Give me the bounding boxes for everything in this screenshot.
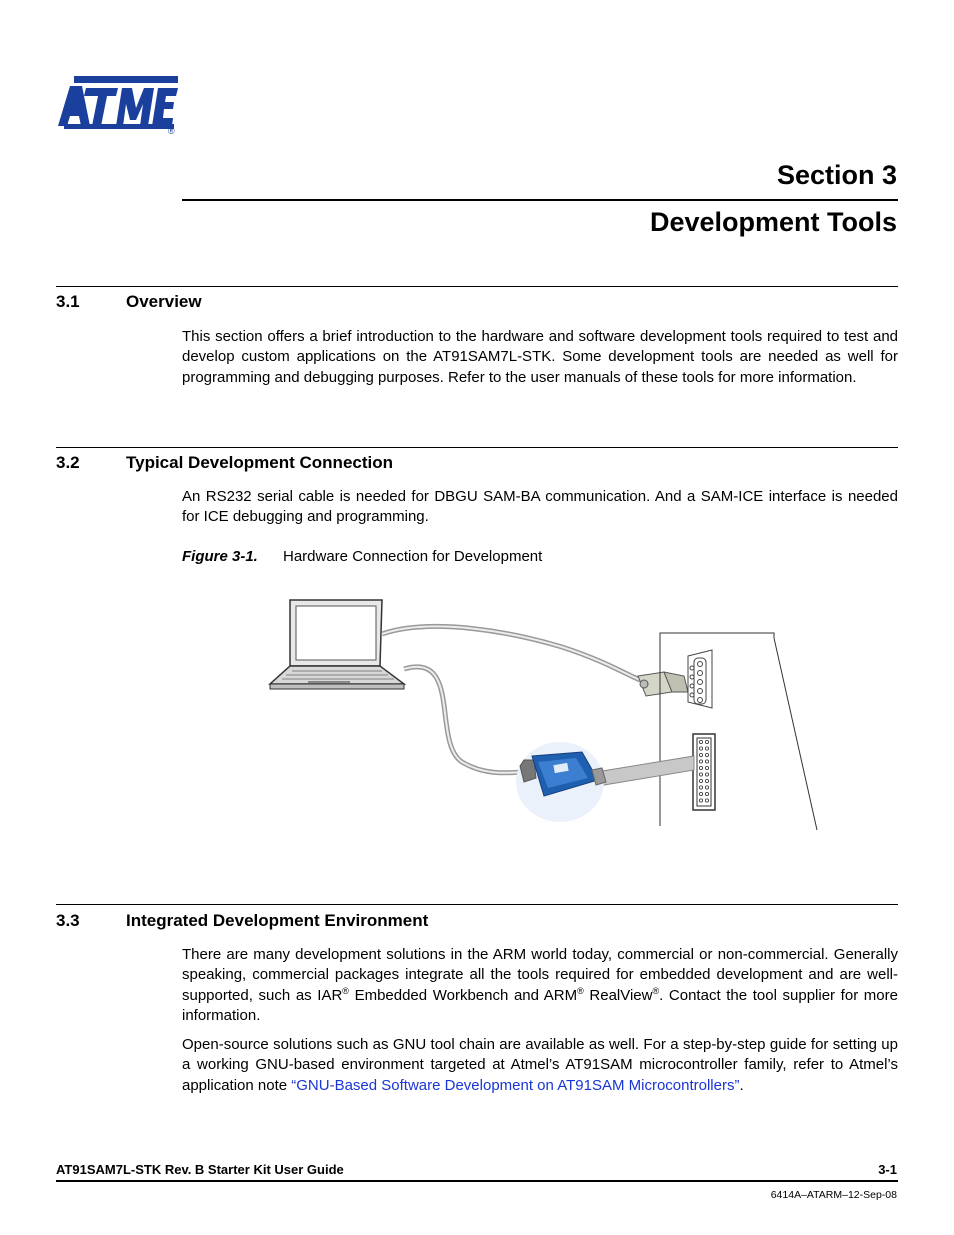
heading-number: 3.2: [56, 453, 80, 472]
heading-text: Typical Development Connection: [126, 453, 394, 472]
usb-cable: [404, 667, 524, 773]
laptop-icon: [270, 600, 404, 689]
heading-rule-3-1: [56, 286, 898, 287]
atmel-logo: [56, 74, 182, 136]
page-number: 3-1: [878, 1162, 897, 1177]
app-note-link[interactable]: “GNU-Based Software Development on AT91SAM Microcontrollers”: [291, 1076, 740, 1094]
db9-connector-icon: [688, 650, 712, 708]
section-label: Section 3: [776, 160, 897, 190]
connection-paragraph: An RS232 serial cable is needed for DBGU SAM-BA communication. And a SAM-ICE interface is needed for ICE debugging and programming.: [182, 488, 898, 526]
figure-label: Figure 3-1.: [182, 548, 258, 565]
hardware-connection-figure: [262, 592, 822, 837]
db9-plug-icon: [638, 672, 688, 696]
figure-caption-text: Hardware Connection for Development: [283, 548, 543, 565]
document-code: 6414A–ATARM–12-Sep-08: [770, 1189, 897, 1201]
heading-text: Integrated Development Environment: [126, 911, 429, 930]
ide-text-c: RealView: [583, 986, 653, 1004]
ide-paragraph-1: [182, 945, 898, 1026]
heading-number: 3.1: [56, 292, 80, 311]
ide-text-f: .: [739, 1076, 744, 1094]
heading-number: 3.3: [56, 911, 80, 930]
heading-rule-3-2: [56, 447, 898, 448]
heading-text: Overview: [126, 292, 202, 311]
ribbon-cable: [596, 756, 694, 786]
ide-text-e: Open-source solutions such as GNU tool chain are available as well. For a step-by-step guide for setting up a working GNU-based environment targeted at Atmel’s AT91SAM microcontroller family, refer to Atmel’s application note: [182, 1036, 898, 1094]
ide-text-a: There are many development solutions in the ARM world today, commercial or non-commercial. Generally speaking, commercial packages integrate all the tools required for embedded development and are well-supported, such as IAR: [182, 946, 898, 1004]
figure-caption: [182, 548, 542, 565]
footer-divider: [56, 1180, 898, 1182]
heading-3-2: [56, 453, 393, 473]
sam-ice-adapter-icon: [516, 742, 606, 822]
ide-text-d: . Contact the tool supplier for more information.: [182, 986, 898, 1024]
heading-rule-3-3: [56, 904, 898, 905]
registered-mark: ®: [577, 985, 584, 996]
footer-title: AT91SAM7L-STK Rev. B Starter Kit User Guide: [56, 1162, 344, 1177]
overview-paragraph: This section offers a brief introduction to the hardware and software development tools required to test and develop custom applications on the AT91SAM7L-STK. Some development tools are needed as well for programming and debugging purposes. Refer to the user manuals of these tools for more information.: [182, 328, 898, 386]
heading-3-3: [56, 911, 428, 931]
ide-paragraph-2: [182, 1035, 898, 1096]
ide-text-b: Embedded Workbench and ARM: [348, 986, 578, 1004]
section-title: Development Tools: [649, 207, 897, 237]
starter-kit-board: [660, 633, 817, 830]
heading-3-1: [56, 292, 202, 312]
registered-mark: ®: [652, 985, 660, 996]
registered-mark: ®: [342, 985, 349, 996]
jtag-header-icon: [693, 734, 715, 810]
registered-mark: ®: [168, 126, 175, 136]
section-divider: [182, 199, 898, 201]
